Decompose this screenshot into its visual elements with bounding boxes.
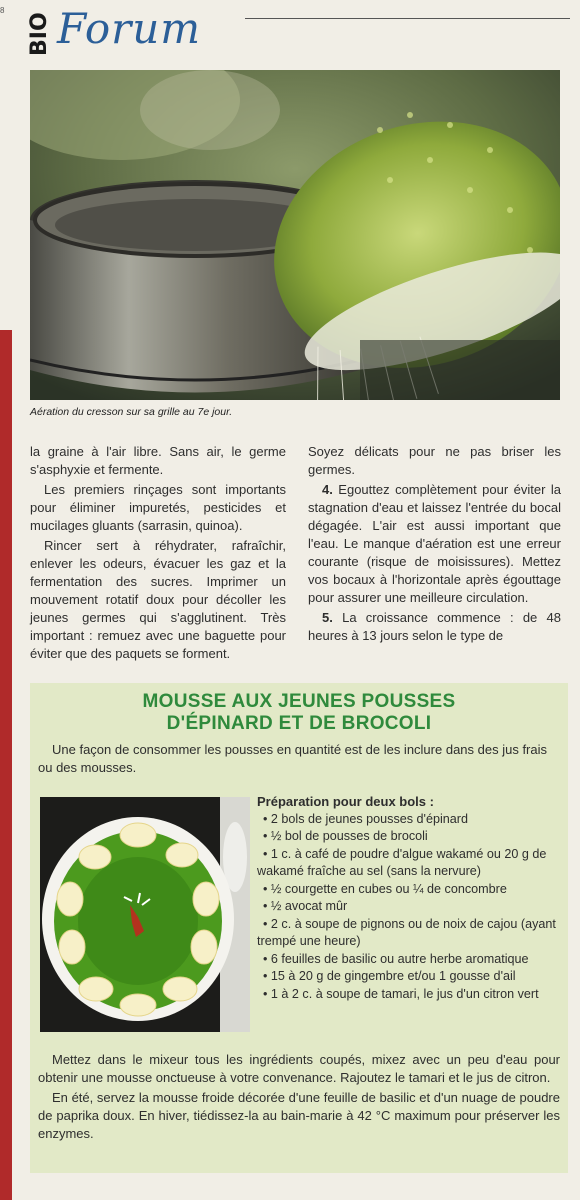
ingredient-item: • 15 à 20 g de gingembre et/ou 1 gousse d'ail [263, 969, 516, 983]
section-forum-title: Forum [57, 4, 202, 53]
section-bio-label: BIO [27, 12, 52, 56]
step-number: 5. [322, 610, 333, 625]
step-number: 4. [322, 482, 333, 497]
method-paragraph: En été, servez la mousse froide décorée d'une feuille de basilic et d'un nuage de poudre de paprika doux. En hiver, tiédissez-la au bain-marie à 42 °C maximum pour préserver les enzymes. [38, 1090, 560, 1141]
header-rule [245, 18, 570, 19]
recipe-title-line: D'ÉPINARD ET DE BROCOLI [166, 713, 432, 734]
recipe-box [30, 683, 568, 1173]
article-right-column [308, 443, 561, 647]
soup-bowl-illustration [40, 797, 250, 1032]
photo-caption: Aération du cresson sur sa grille au 7e jour. [30, 406, 233, 418]
article-left-column [30, 443, 286, 665]
cress-photo [30, 70, 560, 400]
ingredient-item: • 2 c. à soupe de pignons ou de noix de cajou (ayant trempé une heure) [257, 916, 556, 948]
ingredient-item: • 2 bols de jeunes pousses d'épinard [263, 811, 468, 826]
article-paragraph: la graine à l'air libre. Sans air, le germe s'asphyxie et fermente. [30, 444, 286, 477]
preparation-list [257, 793, 563, 1003]
step-text: Egouttez complètement pour éviter la stagnation d'eau et laissez l'entrée du bocal dégagée. L'air est aussi important que l'eau. Le manque d'aération est une erreur courante (risque de moisissures). Mettez vos bocaux à l'horizontale après égouttage pour assurer une meilleure circulation. [308, 482, 561, 605]
ingredient-item: • ½ avocat mûr [263, 899, 348, 913]
left-margin-strip [0, 330, 12, 1200]
method-paragraph: Mettez dans le mixeur tous les ingrédients coupés, mixez avec un peu d'eau pour obtenir une mousse onctueuse à votre convenance. Rajoutez le tamari et le jus de citron. [38, 1052, 560, 1085]
recipe-intro [38, 741, 560, 777]
recipe-title-line: MOUSSE AUX JEUNES POUSSES [142, 691, 456, 712]
ingredient-item: • 1 à 2 c. à soupe de tamari, le jus d'un citron vert [263, 986, 539, 1001]
ingredient-item: • ½ courgette en cubes ou ¼ de concombre [263, 881, 507, 896]
ingredient-item: • ½ bol de pousses de brocoli [263, 829, 428, 843]
article-paragraph [308, 609, 561, 645]
recipe-intro-text: Une façon de consommer les pousses en quantité est de les inclure dans des jus frais ou des mousses. [38, 742, 547, 775]
page-number: 8 [0, 6, 5, 15]
article-paragraph: Soyez délicats pour ne pas briser les germes. [308, 444, 561, 477]
article-paragraph: Rincer sert à réhydrater, rafraîchir, enlever les odeurs, évacuer les gaz et la fermentation des sucres. Imprimer un mouvement rotatif doux pour décoller les jeunes germes qui s'agglutinent. Très important : remuez avec une baguette pour éviter que des paquets se forment. [30, 538, 286, 661]
ingredient-item: • 6 feuilles de basilic ou autre herbe aromatique [263, 951, 529, 966]
article-paragraph: Les premiers rinçages sont importants pour éliminer impuretés, pesticides et mucilages gluants (sarrasin, quinoa). [30, 482, 286, 533]
soup-bowl-photo [40, 797, 250, 1032]
step-text: La croissance commence : de 48 heures à 13 jours selon le type de [308, 610, 561, 643]
preparation-title: Préparation pour deux bols : [257, 794, 434, 809]
cress-illustration [30, 70, 560, 400]
article-paragraph [308, 481, 561, 607]
recipe-title [30, 691, 568, 735]
recipe-method [38, 1051, 560, 1145]
ingredient-item: • 1 c. à café de poudre d'algue wakamé ou 20 g de wakamé fraîche au sel (sans la nervure) [257, 846, 547, 878]
